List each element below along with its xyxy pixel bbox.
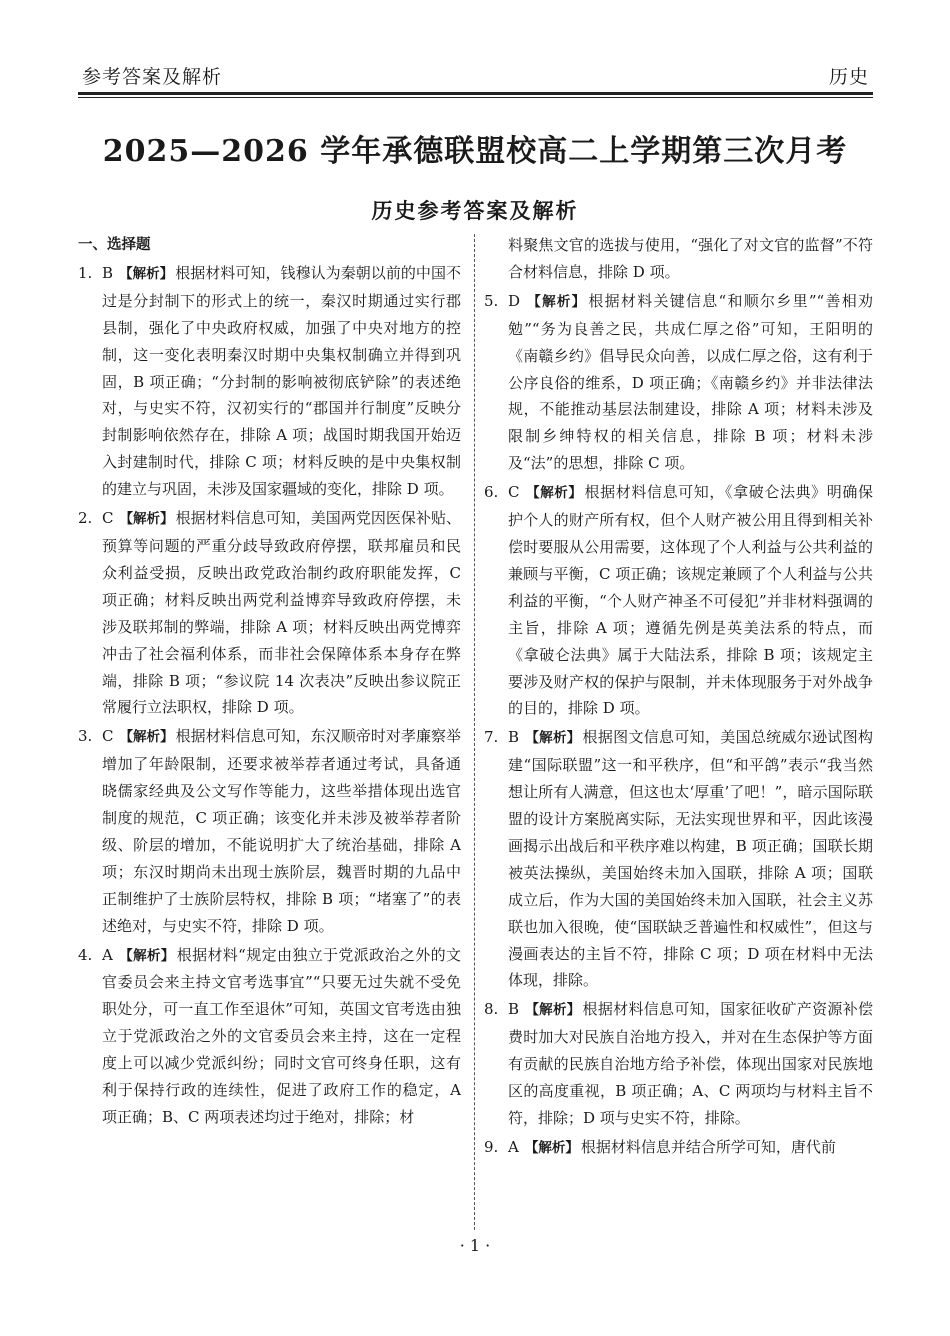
- answer-item: [78, 942, 461, 1131]
- analysis-tag: 【解析】: [118, 947, 175, 964]
- analysis-tag: 【解析】: [119, 729, 174, 746]
- question-number: 1.: [78, 263, 93, 282]
- right-column: [484, 232, 873, 1164]
- answer-letter: C: [508, 483, 520, 502]
- header-rule-thin: [78, 97, 873, 98]
- left-column: [78, 232, 461, 1133]
- header-left-label: 参考答案及解析: [82, 66, 223, 88]
- answer-item: [78, 505, 461, 721]
- analysis-tag: 【解析】: [524, 1139, 579, 1156]
- question-number: 6.: [484, 483, 499, 502]
- answer-letter: B: [508, 728, 520, 747]
- analysis-text: 根据材料“规定由独立于党派政治之外的文官委员会来主持文官考选事宜”“只要无过失就不受免职处分，可一直工作至退休”可知，英国文官考选由独立于党派政治之外的文官委员会来主持，这在一定程度上可以减少党派纠纷；同时文官可终身任职，这有利于保持行政的连续性，促进了政府工作的稳定，A 项正确；B、C 两项表述均过于绝对，排除；材: [102, 945, 462, 1126]
- analysis-text: 根据材料关键信息“和顺尔乡里”“善相劝勉”“务为良善之民，共成仁厚之俗”可知，王阳明的《南赣乡约》倡导民众向善，以成仁厚之俗，这有利于公序良俗的维系，D 项正确；《南赣乡约》并非法律法规，不能推动基层法制建设，排除 A 项；材料未涉及限制乡绅特权的相关信息，排除 B 项；材料未涉及“法”的思想，排除 C 项。: [508, 291, 873, 473]
- analysis-tag: 【解析】: [525, 485, 583, 502]
- analysis-text: 根据材料信息可知，国家征收矿产资源补偿费时加大对民族自治地方投入，并对在生态保护等方面有贡献的民族自治地方给予补偿，体现出国家对民族地区的高度重视，B 项正确；A、C 两项均与材料主旨不符，排除；D 项与史实不符，排除。: [508, 1000, 873, 1127]
- answer-letter: D: [508, 291, 521, 310]
- continuation-text: 料聚焦文官的选拔与使用，“强化了对文官的监督”不符合材料信息，排除 D 项。: [508, 236, 873, 281]
- answer-item: [484, 1134, 873, 1162]
- answer-item: [78, 723, 461, 939]
- header-subject-label: 历史: [828, 66, 869, 88]
- analysis-tag: 【解析】: [119, 265, 174, 282]
- question-number: 3.: [78, 727, 93, 746]
- answer-item: [484, 479, 873, 722]
- answer-item: [484, 996, 873, 1132]
- answer-letter: B: [102, 263, 114, 282]
- question-number: 2.: [78, 509, 93, 528]
- document-title: 2025—2026 学年承德联盟校高二上学期第三次月考: [102, 134, 848, 169]
- analysis-tag: 【解析】: [119, 511, 174, 528]
- analysis-text: 根据材料可知，钱穆认为秦朝以前的中国不过是分封制下的形式上的统一，秦汉时期通过实行郡县制，强化了中央政府权威，加强了中央对地方的控制，这一变化表明秦汉时期中央集权制确立并得到巩固，B 项正确；“分封制的影响被彻底铲除”的表述绝对，与史实不符，汉初实行的“郡国并行制度”反映分封制影响依然存在，排除 A 项；战国时期我国开始迈入封建制时代，排除 C 项；材料反映的是中央集权制的建立与巩固，未涉及国家疆域的变化，排除 D 项。: [102, 263, 461, 499]
- question-number: 8.: [484, 1000, 499, 1019]
- question-number: 5.: [484, 291, 499, 310]
- question-number: 7.: [484, 728, 499, 747]
- analysis-tag: 【解析】: [526, 293, 587, 310]
- analysis-text: 根据材料信息可知，东汉顺帝时对孝廉察举增加了年龄限制，还要求被举荐者通过考试，具备通晓儒家经典及公文写作等能力，这些举措体现出选官制度的规范，C 项正确；该变化并未涉及被举荐者阶级、阶层的增加，不能说明扩大了统治基础，排除 A 项；东汉时期尚未出现士族阶层，魏晋时期的九品中正制维护了士族阶层特权，排除 B 项；“堵塞了”的表述绝对，与史实不符，排除 D 项。: [102, 727, 461, 935]
- answer-letter: B: [508, 1000, 520, 1019]
- answer-item: [78, 260, 461, 503]
- analysis-tag: 【解析】: [525, 1002, 581, 1019]
- question-number: 4.: [78, 945, 93, 964]
- answer-item: [484, 724, 873, 994]
- page-header: [78, 56, 873, 96]
- page-number: · 1 ·: [459, 1236, 491, 1255]
- analysis-tag: 【解析】: [525, 730, 581, 747]
- question-number: 9.: [484, 1137, 499, 1156]
- answer-letter: C: [102, 727, 114, 746]
- section-heading: 一、选择题: [78, 237, 151, 253]
- analysis-text: 根据材料信息并结合所学可知，唐代前: [580, 1137, 836, 1156]
- answer-letter: A: [508, 1137, 519, 1156]
- answer-item: [484, 288, 873, 477]
- left-answer-list: [78, 260, 461, 1131]
- column-divider: [474, 234, 475, 1230]
- right-answer-list: [484, 288, 873, 1162]
- answer-letter: A: [102, 945, 113, 964]
- document-subtitle: 历史参考答案及解析: [371, 198, 579, 223]
- analysis-text: 根据材料信息可知，《拿破仑法典》明确保护个人的财产所有权，但个人财产被公用且得到相关补偿时要服从公用需要，这体现了个人利益与公共利益的兼顾与平衡，C 项正确；该规定兼顾了个人利益与公共利益的平衡，“个人财产神圣不可侵犯”并非材料强调的主旨，排除 A 项；遵循先例是英美法系的特点，而《拿破仑法典》属于大陆法系，排除 B 项；该规定主要涉及财产权的保护与限制，并未体现服务于对外战争的目的，排除 D 项。: [508, 483, 873, 718]
- answer-letter: C: [102, 509, 114, 528]
- analysis-text: 根据材料信息可知，美国两党因医保补贴、预算等问题的严重分歧导致政府停摆，联邦雇员和民众利益受损，反映出政党政治制约政府职能发挥，C 项正确；材料反映出两党利益博弈导致政府停摆，未涉及联邦制的弊端，排除 A 项；材料反映出两党博弈冲击了社会福利体系，而非社会保障体系本身存在弊端，排除 B 项；“参议院 14 次表决”反映出参议院正常履行立法职权，排除 D 项。: [102, 509, 461, 717]
- analysis-text: 根据图文信息可知，美国总统威尔逊试图构建“国际联盟”这一和平秩序，但“和平鸽”表示“我当然想让所有人满意，但这也太‘厚重’了吧！”，暗示国际联盟的设计方案脱离实际，无法实现世界和平，因此该漫画揭示出战后和平秩序难以构建，B 项正确；国联长期被英法操纵，美国始终未加入国联，排除 A 项；国联成立后，作为大国的美国始终未加入国联，社会主义苏联也加入很晚，使“国联缺乏普遍性和权威性”，但这与漫画表达的主旨不符，排除 C 项；D 项在材料中无法体现，排除。: [508, 728, 873, 990]
- header-rule-thick: [78, 92, 873, 95]
